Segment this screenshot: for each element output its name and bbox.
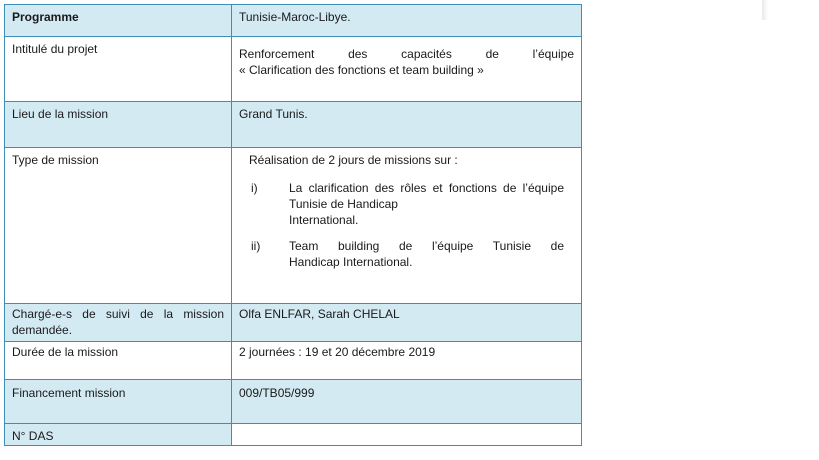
item-text <box>289 180 564 228</box>
table-row-financement <box>5 380 582 424</box>
item-text <box>289 238 564 270</box>
value-duree: 2 journées : 19 et 20 décembre 2019 <box>232 342 582 380</box>
table-row-das <box>5 424 582 446</box>
table-row-intitule <box>5 37 582 102</box>
label-das: N° DAS <box>5 424 232 446</box>
item-line-2: International. <box>289 213 359 227</box>
value-das <box>232 424 582 446</box>
label-intitule: Intitulé du projet <box>5 37 232 102</box>
item-line-1: Team building de l’équipe Tunisie de <box>289 239 564 253</box>
table-row-charges <box>5 304 582 342</box>
item-line-2: Handicap International. <box>289 255 413 269</box>
label-type: Type de mission <box>5 148 232 304</box>
list-item <box>251 238 564 270</box>
value-financement: 009/TB05/999 <box>232 380 582 424</box>
type-intro: Réalisation de 2 jours de missions sur : <box>249 153 458 167</box>
table-row-duree <box>5 342 582 380</box>
intitule-line-1: Renforcement des capacités de l’équipe <box>239 47 574 61</box>
page-edge-shadow <box>762 0 768 20</box>
table-row-type <box>5 148 582 304</box>
item-line-1: La clarification des rôles et fonctions de l’équipe Tunisie de Handicap <box>289 181 564 211</box>
label-financement: Financement mission <box>5 380 232 424</box>
table-row-programme <box>5 5 582 37</box>
value-programme: Tunisie-Maroc-Libye. <box>232 5 582 37</box>
value-lieu: Grand Tunis. <box>232 102 582 148</box>
label-duree: Durée de la mission <box>5 342 232 380</box>
intitule-line-2: « Clarification des fonctions et team building » <box>239 63 484 77</box>
value-type <box>232 148 582 304</box>
label-charges: Chargé-e-s de suivi de la mission demandée. <box>5 304 232 342</box>
value-intitule <box>232 37 582 102</box>
item-number: ii) <box>251 239 261 253</box>
label-lieu: Lieu de la mission <box>5 102 232 148</box>
list-item <box>251 180 564 228</box>
value-charges: Olfa ENLFAR, Sarah CHELAL <box>232 304 582 342</box>
table-row-lieu <box>5 102 582 148</box>
label-programme: Programme <box>5 5 232 37</box>
mission-info-table <box>4 4 582 446</box>
item-number: i) <box>251 181 258 195</box>
